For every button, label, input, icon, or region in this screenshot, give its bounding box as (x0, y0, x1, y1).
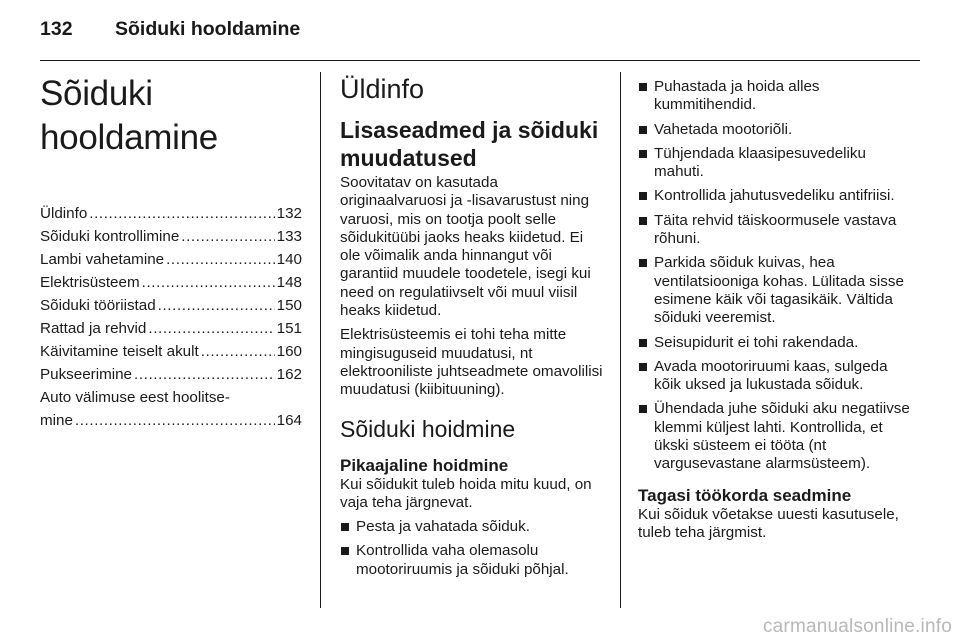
list-item-text: Parkida sõiduk kuivas, hea ventilatsiooniga kohas. Lülitada sisse esimene käik või tagasikäik. Vältida sõiduki veeremist. (654, 254, 904, 327)
column-divider-1 (320, 72, 321, 608)
toc-entry-title: Käivitamine teiselt akult (40, 343, 199, 360)
toc-entry[interactable] (40, 271, 302, 294)
list-item (340, 518, 604, 536)
list-item (638, 400, 912, 473)
list-item-text: Puhastada ja hoida alles kummitihendid. (654, 78, 820, 114)
toc-leader (158, 294, 275, 317)
toc-leader (89, 202, 274, 225)
bullet-square-icon (639, 126, 647, 134)
bullet-square-icon (341, 523, 349, 531)
list-item-text: Ühendada juhe sõiduki aku negatiivse klemmi küljest lahti. Kontrollida, et ükski süsteem ei tööta (nt vargusevastane alarmsüsteem). (654, 400, 910, 473)
bullet-square-icon (639, 259, 647, 267)
list-item (638, 78, 912, 115)
toc-entry-title: Elektrisüsteem (40, 274, 140, 291)
paragraph: Kui sõiduk võetakse uuesti kasutusele, tuleb teha järgmist. (638, 505, 899, 541)
toc-entry-page: 133 (276, 228, 302, 245)
paragraph: Elektrisüsteemis ei tohi teha mitte mingisuguseid muudatusi, nt elektrooniliste juhtseadmete omavolilisi muudatusi (kiibituuning). (340, 326, 603, 399)
toc-entry-page: 162 (276, 366, 302, 383)
toc-entry-title: Rattad ja rehvid (40, 320, 147, 337)
list-item (638, 212, 912, 249)
toc-entry[interactable] (40, 363, 302, 386)
toc-entry-page: 151 (276, 320, 302, 337)
list-item (638, 121, 912, 139)
bullet-square-icon (639, 150, 647, 158)
watermark: carmanualsonline.info (762, 616, 952, 637)
toc-entry[interactable] (40, 294, 302, 317)
toc-entry-title: Lambi vahetamine (40, 251, 165, 268)
bullet-square-icon (639, 192, 647, 200)
list-item-text: Vahetada mootoriõli. (654, 120, 793, 138)
page-number: 132 (40, 18, 73, 40)
toc-entry-page: 132 (276, 205, 302, 222)
toc-leader (166, 248, 275, 271)
toc-entry-title-line1: Auto välimuse eest hoolitse- (40, 389, 230, 406)
toc-leader (148, 317, 274, 340)
toc-entry[interactable] (40, 386, 302, 432)
toc-entry-title: Sõiduki tööriistad (40, 297, 156, 314)
section-title: Sõiduki hoidmine (340, 415, 516, 442)
list-item (638, 187, 912, 205)
toc-entry-page: 160 (276, 343, 302, 360)
toc-entry-page: 150 (276, 297, 302, 314)
toc-entry[interactable] (40, 225, 302, 248)
column-divider-2 (620, 72, 621, 608)
subsection-title: Lisaseadmed ja sõiduki muudatused (340, 117, 599, 171)
list-item-text: Tühjendada klaasipesuvedeliku mahuti. (654, 144, 866, 181)
toc-entry[interactable] (40, 340, 302, 363)
list-item-text: Kontrollida vaha olemasolu mootoriruumis ja sõiduki põhjal. (356, 542, 569, 578)
list-item (638, 254, 912, 327)
toc-entry-page: 148 (276, 274, 302, 291)
toc-entry-page: 164 (276, 412, 302, 429)
table-of-contents (40, 202, 302, 432)
list-item (638, 334, 912, 352)
toc-entry[interactable] (40, 248, 302, 271)
toc-entry-title-line2: mine (40, 412, 73, 429)
list-item-text: Pesta ja vahatada sõiduk. (356, 518, 530, 536)
list-item-text: Avada mootoriruumi kaas, sulgeda kõik uksed ja lukustada sõiduk. (654, 357, 888, 394)
bullet-square-icon (639, 363, 647, 371)
list-item-text: Seisupidurit ei tohi rakendada. (654, 333, 859, 351)
paragraph: Kui sõidukit tuleb hoida mitu kuud, on vaja teha järgnevat. (340, 475, 592, 511)
paragraph: Soovitatav on kasutada originaalvaruosi ja -lisavarustust ning varuosi, mis on tootja poolt selle sõidukitüübi jaoks heaks kiidetud. Ei ole võimalik anda hinnangut või garantiid muudele toodetele, isegi kui need on regulatiivselt või muul viisil heaks kiidetud. (340, 174, 591, 320)
toc-entry-title: Sõiduki kontrollimine (40, 228, 180, 245)
list-item-text: Kontrollida jahutusvedeliku antifriisi. (654, 187, 895, 205)
list-item (638, 358, 912, 395)
toc-entry-page: 140 (276, 251, 302, 268)
list-item-text: Täita rehvid täiskoormusele vastava rõhuni. (654, 211, 897, 248)
column-storage-steps (638, 72, 912, 548)
chapter-title: Sõiduki hooldamine (40, 74, 218, 157)
toc-leader (142, 271, 275, 294)
toc-leader (181, 225, 274, 248)
list-item (638, 145, 912, 182)
toc-entry[interactable] (40, 317, 302, 340)
column-general-info (340, 72, 604, 585)
bullet-list (340, 518, 604, 579)
toc-leader (134, 363, 275, 386)
running-title: Sõiduki hooldamine (115, 18, 301, 40)
page-header (40, 18, 920, 48)
bullet-square-icon (341, 547, 349, 555)
bullet-square-icon (639, 83, 647, 91)
list-item (340, 542, 604, 579)
toc-leader (201, 340, 275, 363)
subsection-title: Pikaajaline hoidmine (340, 455, 509, 475)
toc-entry[interactable] (40, 202, 302, 225)
toc-leader (75, 409, 275, 432)
toc-entry-title: Üldinfo (40, 205, 88, 222)
bullet-square-icon (639, 339, 647, 347)
column-toc (40, 72, 302, 432)
toc-entry-title: Pukseerimine (40, 366, 133, 383)
header-rule (40, 60, 920, 61)
section-title: Üldinfo (340, 74, 425, 104)
bullet-square-icon (639, 217, 647, 225)
subsection-title: Tagasi töökorda seadmine (638, 485, 852, 505)
bullet-list (638, 78, 912, 474)
bullet-square-icon (639, 405, 647, 413)
